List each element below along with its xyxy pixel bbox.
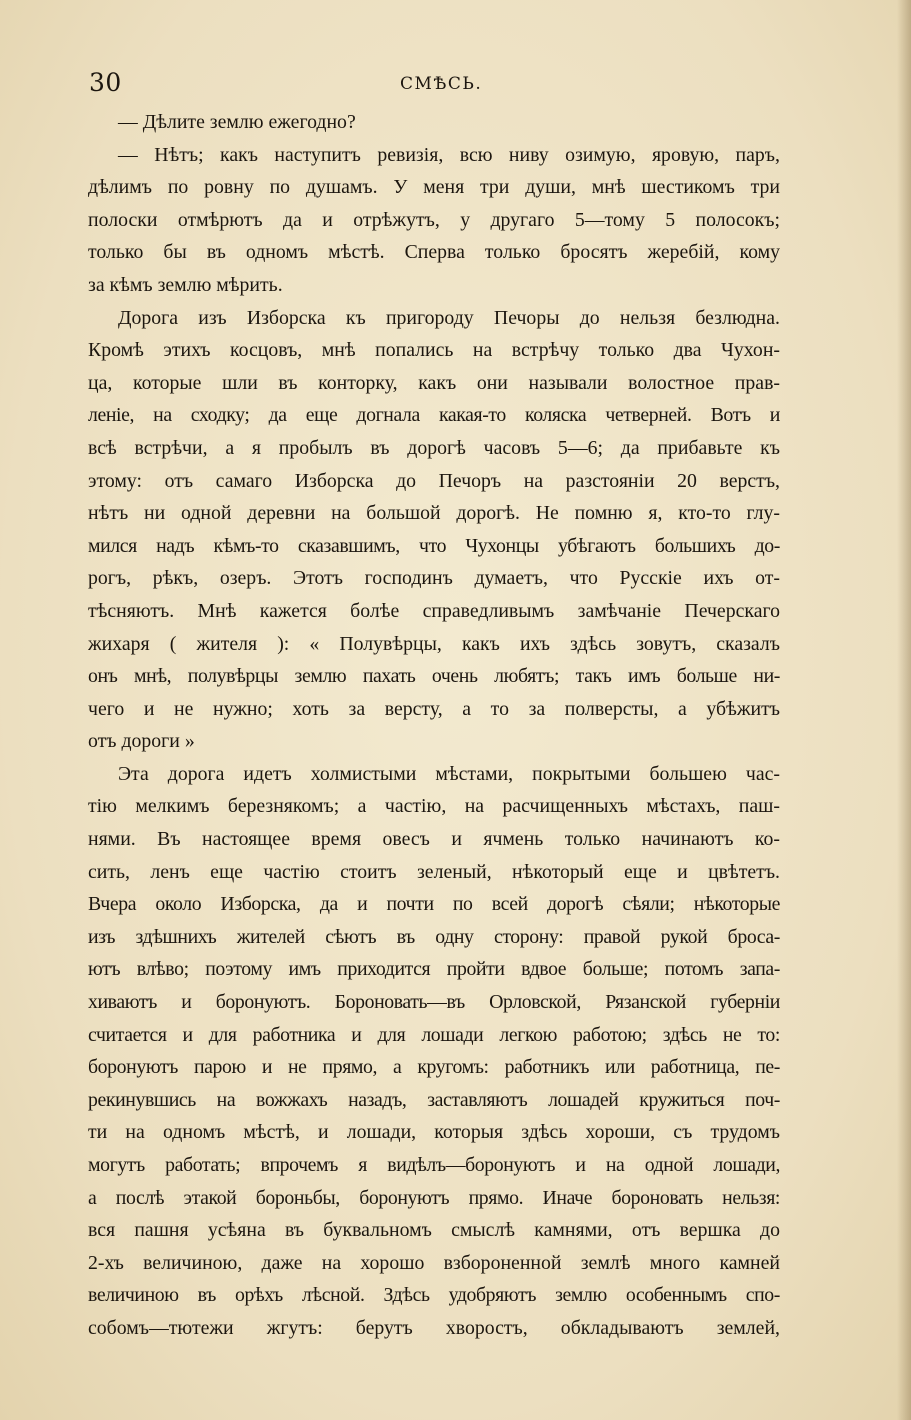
text-line: этому: отъ самаго Изборска до Печоръ на разстояніи 20 верстъ, [88, 469, 780, 492]
text-line: могутъ работать; впрочемъ я видѣлъ—боронуютъ и на одной лошади, [88, 1154, 780, 1176]
text-line: отъ дороги » [88, 730, 195, 753]
text-line: изъ здѣшнихъ жителей сѣютъ въ одну сторону: правой рукой броса- [88, 925, 780, 948]
text-line: жихаря ( жителя ): « Полувѣрцы, какъ ихъ здѣсь зовутъ, сказалъ [88, 632, 780, 655]
text-line: ца, которые шли въ конторку, какъ они называли волостное прав- [88, 371, 780, 394]
text-line: Кромѣ этихъ косцовъ, мнѣ попались на встрѣчу только два Чухон- [88, 339, 780, 362]
text-line: леніе, на сходку; да еще догнала какая-то коляска четверней. Вотъ и [88, 404, 780, 427]
text-line: мился надъ кѣмъ-то сказавшимъ, что Чухонцы убѣгаютъ большихъ до- [88, 534, 780, 557]
text-line: — Нѣтъ; какъ наступитъ ревизія, всю ниву озимую, яровую, паръ, [118, 143, 780, 166]
text-line: рекинувшись на вожжахъ назадъ, заставляютъ лошадей кружиться поч- [88, 1088, 780, 1111]
text-line: рогъ, рѣкъ, озеръ. Этотъ господинъ думаетъ, что Русскіе ихъ от- [88, 567, 780, 590]
text-line: собомъ—тютежи жгутъ: берутъ хворостъ, обкладываютъ землей, [88, 1316, 780, 1339]
text-line: хиваютъ и боронуютъ. Бороновать—въ Орловской, Рязанской губерніи [88, 991, 780, 1014]
body-text [88, 106, 780, 1345]
text-line: нѣтъ ни одной деревни на большой дорогѣ. Не помню я, кто-то глу- [88, 502, 780, 525]
text-line: Эта дорога идетъ холмистыми мѣстами, покрытыми большею час- [118, 762, 780, 785]
text-line: боронуютъ парою и не прямо, а кругомъ: работникъ или работница, пе- [88, 1056, 780, 1079]
text-line: Дорога изъ Изборска къ пригороду Печоры до нельзя безлюдна. [118, 306, 780, 329]
text-line: ютъ влѣво; поэтому имъ приходится пройти вдвое больше; потомъ запа- [88, 958, 780, 981]
text-line: чего и не нужно; хоть за версту, а то за полверсты, а убѣжитъ [88, 697, 780, 720]
text-line: всѣ встрѣчи, а я пробылъ въ дорогѣ часовъ 5—6; да прибавьте къ [88, 436, 780, 459]
text-line: 2-хъ величиною, даже на хорошо взбороненной землѣ много камней [88, 1251, 780, 1274]
text-line: тію мелкимъ березнякомъ; а частію, на расчищенныхъ мѣстахъ, паш- [88, 795, 780, 818]
text-line: дѣлимъ по ровну по душамъ. У меня три души, мнѣ шестикомъ три [88, 176, 780, 199]
text-line: считается и для работника и для лошади легкою работою; здѣсь не то: [88, 1023, 780, 1046]
text-line: тѣсняютъ. Мнѣ кажется болѣе справедливымъ замѣчаніе Печерскаго [88, 599, 780, 622]
text-line: за кѣмъ землю мѣрить. [88, 273, 283, 296]
text-line: только бы въ одномъ мѣстѣ. Сперва только бросятъ жеребій, кому [88, 241, 780, 264]
text-line: вся пашня усѣяна въ буквальномъ смыслѣ камнями, отъ вершка до [88, 1219, 780, 1242]
text-line: а послѣ этакой бороньбы, боронуютъ прямо. Иначе бороновать нельзя: [88, 1186, 780, 1209]
text-line: сить, ленъ еще частію стоитъ зеленый, нѣкоторый еще и цвѣтетъ. [88, 860, 780, 883]
text-line: онъ мнѣ, полувѣрцы землю пахать очень любятъ; такъ имъ больше ни- [88, 665, 780, 688]
text-line: Вчера около Изборска, да и почти по всей дорогѣ сѣяли; нѣкоторые [88, 893, 780, 916]
page-number: 30 [89, 68, 122, 97]
text-line: ти на одномъ мѣстѣ, и лошади, которыя здѣсь хороши, съ трудомъ [88, 1121, 780, 1144]
page-edge-shadow [897, 0, 911, 1420]
text-line: величиною въ орѣхъ лѣсной. Здѣсь удобряютъ землю особеннымъ спо- [88, 1284, 780, 1307]
text-line: нями. Въ настоящее время овесъ и ячмень только начинаютъ ко- [88, 828, 780, 851]
text-line: полоски отмѣрютъ да и отрѣжутъ, у другаго 5—тому 5 полосокъ; [88, 208, 780, 231]
running-head: СМѢСЬ. [400, 74, 483, 94]
text-line: — Дѣлите землю ежегодно? [118, 111, 356, 133]
